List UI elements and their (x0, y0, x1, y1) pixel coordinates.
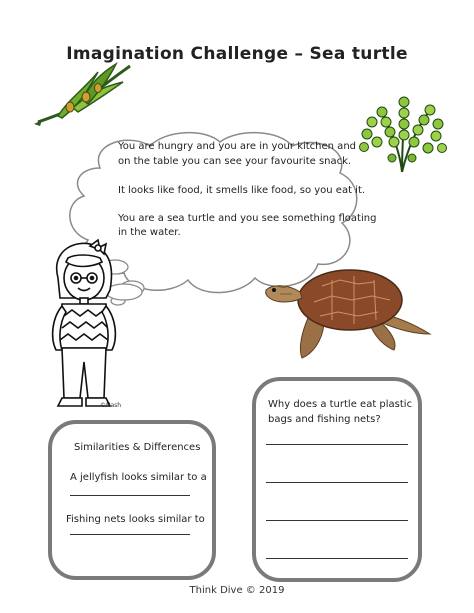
footer-credit: Think Dive © 2019 (189, 585, 285, 596)
question-line-a: Why does a turtle eat plastic (268, 399, 413, 410)
seaweed-illustration (352, 92, 452, 174)
fishing-nets-answer-line[interactable] (70, 534, 190, 535)
cloud-text-3b: in the water. (118, 227, 181, 238)
similarities-box (48, 420, 216, 580)
jellyfish-answer-line[interactable] (70, 495, 190, 496)
similarities-heading: Similarities & Differences (74, 442, 201, 453)
sea-turtle-illustration (262, 262, 432, 362)
answer-line-3[interactable] (266, 520, 408, 521)
fishing-nets-prompt: Fishing nets looks similar to (66, 514, 205, 525)
girl-illustration (40, 238, 130, 408)
page-title: Imagination Challenge – Sea turtle (66, 44, 408, 64)
artist-signature: ©Nash (100, 402, 122, 409)
answer-line-2[interactable] (266, 482, 408, 483)
question-box (252, 377, 422, 582)
cloud-text-1b: on the table you can see your favourite snack. (118, 156, 352, 167)
kelp-illustration (28, 60, 138, 132)
cloud-text-3a: You are a sea turtle and you see something floating (118, 213, 377, 224)
answer-line-1[interactable] (266, 444, 408, 445)
cloud-text-1a: You are hungry and you are in your kitchen and (118, 141, 356, 152)
jellyfish-prompt: A jellyfish looks similar to a (70, 472, 207, 483)
answer-line-4[interactable] (266, 558, 408, 559)
cloud-text-2: It looks like food, it smells like food, so you eat it. (118, 185, 366, 196)
question-line-b: bags and fishing nets? (268, 414, 381, 425)
